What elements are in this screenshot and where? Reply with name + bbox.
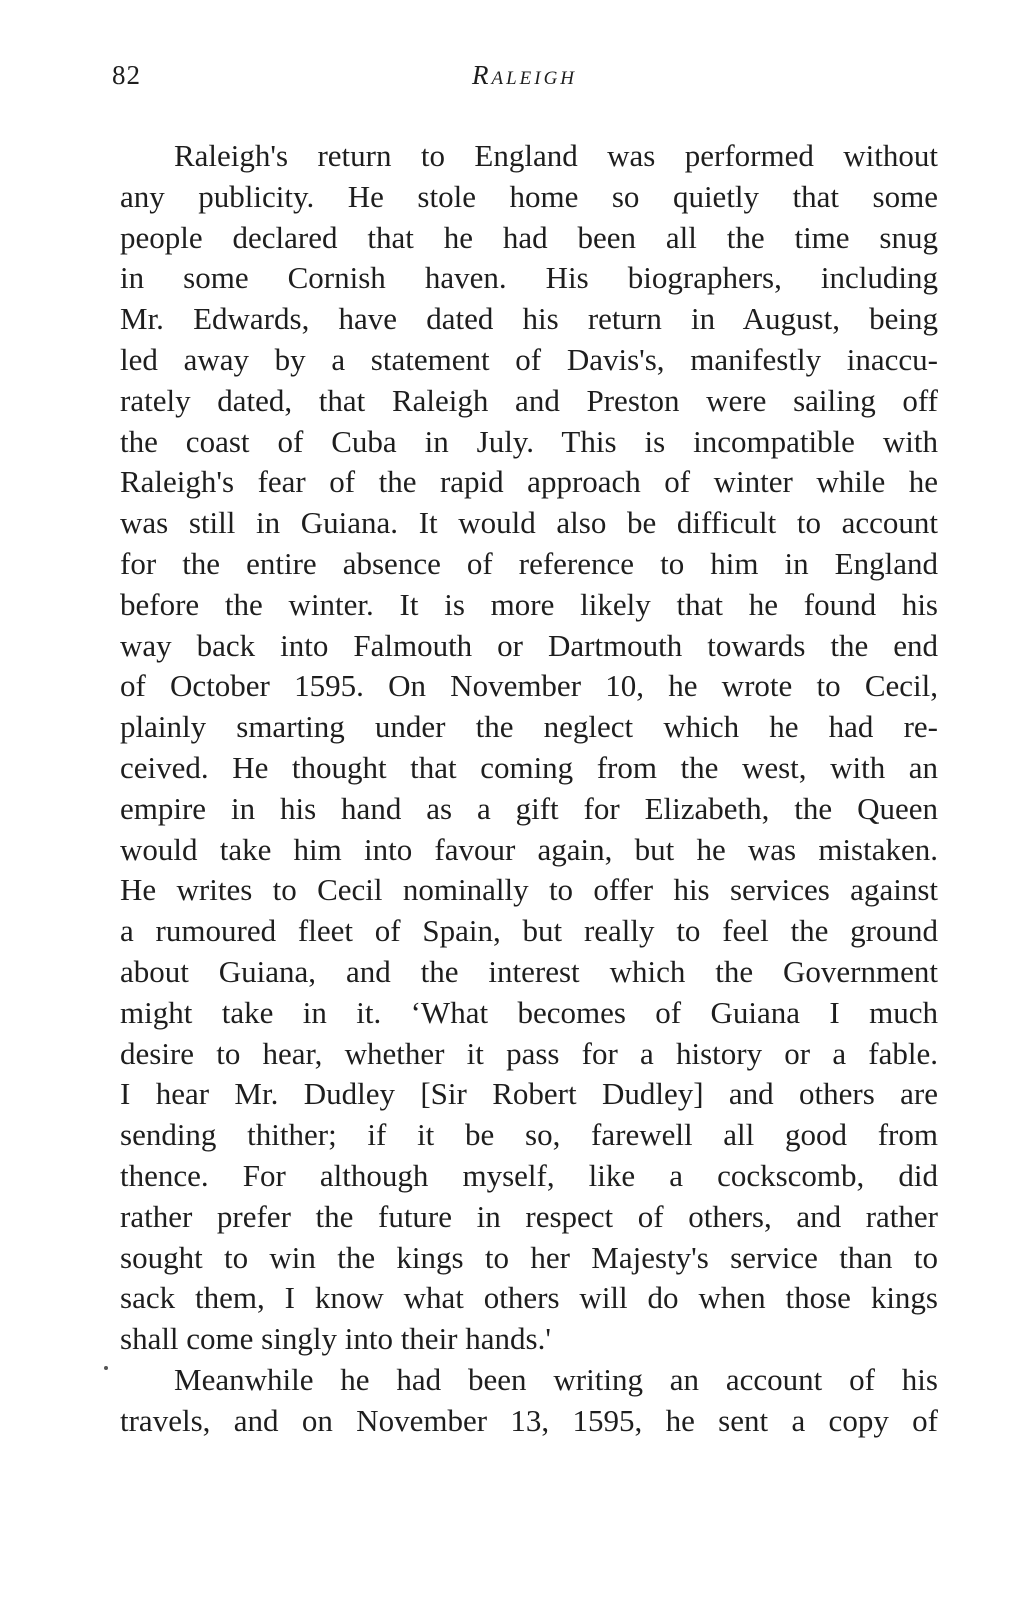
text-line: empire in his hand as a gift for Elizabeth, the Queen xyxy=(120,790,938,826)
text-line: thence. For although myself, like a cockscomb, did xyxy=(120,1157,938,1193)
text-line: Raleigh's fear of the rapid approach of winter while he xyxy=(120,464,938,500)
text-line: rather prefer the future in respect of others, and rather xyxy=(120,1198,938,1234)
text-line: sought to win the kings to her Majesty's service than to xyxy=(120,1239,938,1275)
text-line: might take in it. ‘What becomes of Guiana I much xyxy=(120,994,938,1030)
text-line: was still in Guiana. It would also be difficult to account xyxy=(120,505,938,541)
page-number: 82 xyxy=(112,60,141,90)
margin-mark xyxy=(104,1366,108,1370)
text-line: shall come singly into their hands.' xyxy=(120,1321,551,1357)
text-line: Mr. Edwards, have dated his return in August, being xyxy=(120,301,938,337)
running-head xyxy=(112,60,937,100)
text-line: a rumoured fleet of Spain, but really to feel the ground xyxy=(120,913,938,949)
text-line: travels, and on November 13, 1595, he sent a copy of xyxy=(120,1402,938,1438)
text-line: any publicity. He stole home so quietly that some xyxy=(120,178,938,214)
text-line: Meanwhile he had been writing an account of his xyxy=(174,1361,938,1397)
running-title: Raleigh xyxy=(471,60,578,90)
text-line: would take him into favour again, but he was mistaken. xyxy=(120,831,938,867)
text-line: about Guiana, and the interest which the Government xyxy=(120,953,938,989)
body-text xyxy=(120,136,938,1442)
text-line: plainly smarting under the neglect which he had re- xyxy=(120,709,938,745)
text-line: ceived. He thought that coming from the west, with an xyxy=(120,749,938,785)
text-line: for the entire absence of reference to him in England xyxy=(120,545,938,581)
text-line: the coast of Cuba in July. This is incompatible with xyxy=(120,423,938,459)
text-line: before the winter. It is more likely that he found his xyxy=(120,586,938,622)
text-line: sending thither; if it be so, farewell all good from xyxy=(120,1117,938,1153)
text-line: people declared that he had been all the time snug xyxy=(120,219,938,255)
text-line: way back into Falmouth or Dartmouth towards the end xyxy=(120,627,938,663)
text-line: sack them, I know what others will do when those kings xyxy=(120,1280,938,1316)
text-line: He writes to Cecil nominally to offer his services against xyxy=(120,872,938,908)
text-line: I hear Mr. Dudley [Sir Robert Dudley] and others are xyxy=(120,1076,938,1112)
text-line: desire to hear, whether it pass for a history or a fable. xyxy=(120,1035,938,1071)
text-line: Raleigh's return to England was performed without xyxy=(174,138,938,173)
text-line: rately dated, that Raleigh and Preston were sailing off xyxy=(120,382,938,418)
text-line: in some Cornish haven. His biographers, including xyxy=(120,260,938,296)
text-line: of October 1595. On November 10, he wrote to Cecil, xyxy=(120,668,938,704)
text-line: led away by a statement of Davis's, manifestly inaccu- xyxy=(120,341,938,377)
